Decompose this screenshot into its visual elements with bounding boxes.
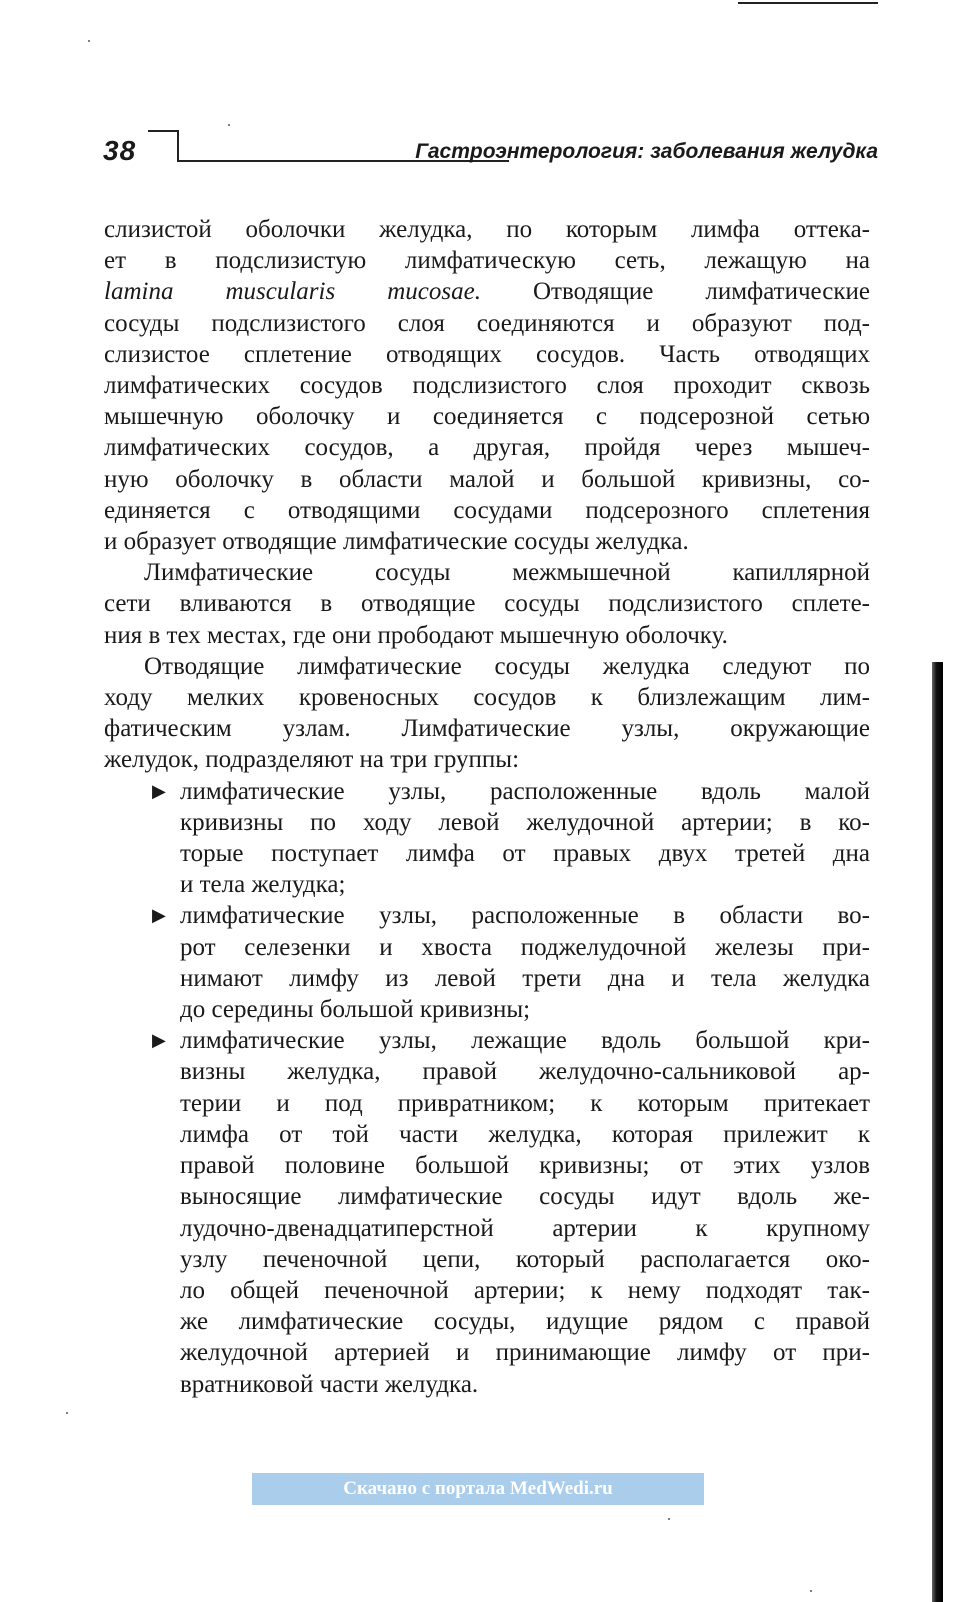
triangle-bullet-icon: ▶ [152,905,166,926]
text-line: лимфатические узлы, расположенные в области во- [180,902,870,930]
text-line: сети вливаются в отводящие сосуды подслизистого сплете- [104,590,870,618]
page-edge-shadow [932,662,943,1602]
text-line-rest: Отводящие лимфатические [480,278,870,306]
text-line: лимфа от той части желудка, которая прилежит к [180,1120,870,1148]
text-line: вратниковой части желудка. [180,1370,479,1398]
text-line: сосуды подслизистого слоя соединяются и образуют под- [104,309,870,337]
triangle-bullet-icon: ▶ [152,1030,166,1051]
page-header [103,128,878,174]
text-line: ходу мелких кровеносных сосудов к близлежащим лим- [104,684,870,712]
text-line: Лимфатические сосуды межмышечной капиллярной [144,559,870,587]
header-rule-top [148,130,179,132]
text-line: ную оболочку в области малой и большой кривизны, со- [104,465,870,493]
text-line: Отводящие лимфатические сосуды желудка следуют по [144,652,870,680]
scan-speck [228,124,230,126]
text-line: лимфатические узлы, расположенные вдоль малой [180,777,870,805]
body-text [104,214,870,1400]
page-number: 38 [103,135,137,166]
text-line: желудок, подразделяют на три группы: [104,746,520,774]
text-line: же лимфатические сосуды, идущие рядом с правой [180,1308,870,1336]
text-line: торые поступает лимфа от правых двух третей дна [180,840,870,868]
text-line: рот селезенки и хвоста поджелудочной железы при- [180,933,870,961]
text-line: ет в подслизистую лимфатическую сеть, лежащую на [104,247,870,275]
text-line: и образует отводящие лимфатические сосуды желудка. [104,528,689,556]
text-line: и тела желудка; [180,871,346,899]
scan-speck [668,1518,670,1520]
text-line: слизистой оболочки желудка, по которым лимфа оттека- [104,216,870,243]
lymph-node-groups-list [104,776,870,1400]
scan-speck [88,40,90,42]
paragraph-3 [104,651,870,776]
paragraph-1 [104,214,870,557]
list-item [104,776,870,901]
running-title: Гастроэнтерология: заболевания желудка [415,140,878,163]
text-line: лимфатических сосудов подслизистого слоя проходит сквозь [104,372,870,400]
text-line: ло общей печеночной артерии; к нему подходят так- [180,1276,870,1304]
text-line: кривизны по ходу левой желудочной артерии; в ко- [180,808,870,836]
text-line: единяется с отводящими сосудами подсерозного сплетения [104,496,870,524]
text-line: терии и под привратником; к которым притекает [180,1089,870,1117]
download-watermark-banner: Скачано с портала MedWedi.ru [252,1473,704,1505]
text-line: лимфатических сосудов, а другая, пройдя через мышеч- [104,434,870,462]
text-line: визны желудка, правой желудочно-сальниковой ар- [180,1058,870,1086]
latin-term: lamina muscularis mucosae. [104,278,481,306]
text-line: до середины большой кривизны; [180,996,531,1024]
text-line: ния в тех местах, где они прободают мышечную оболочку. [104,621,728,649]
text-line: фатическим узлам. Лимфатические узлы, окружающие [104,715,870,743]
scan-speck [810,1590,812,1592]
text-line: слизистое сплетение отводящих сосудов. Часть отводящих [104,340,870,368]
list-item [104,1025,870,1399]
list-item [104,900,870,1025]
paragraph-2 [104,557,870,651]
top-edge-line [738,2,878,4]
text-line: правой половине большой кривизны; от этих узлов [180,1152,870,1180]
text-line: выносящие лимфатические сосуды идут вдоль же- [180,1183,870,1211]
scan-speck [66,1412,68,1414]
text-line: лимфатические узлы, лежащие вдоль большой кри- [180,1027,870,1055]
text-line: мышечную оболочку и соединяется с подсерозной сетью [104,403,870,431]
text-line: лудочно-двенадцатиперстной артерии к крупному [180,1214,870,1242]
triangle-bullet-icon: ▶ [152,780,166,801]
text-line: нимают лимфу из левой трети дна и тела желудка [180,964,870,992]
text-line: желудочной артерией и принимающие лимфу от при- [180,1339,870,1367]
text-line-with-term [104,276,870,307]
text-line: узлу печеночной цепи, который располагается око- [180,1245,870,1273]
